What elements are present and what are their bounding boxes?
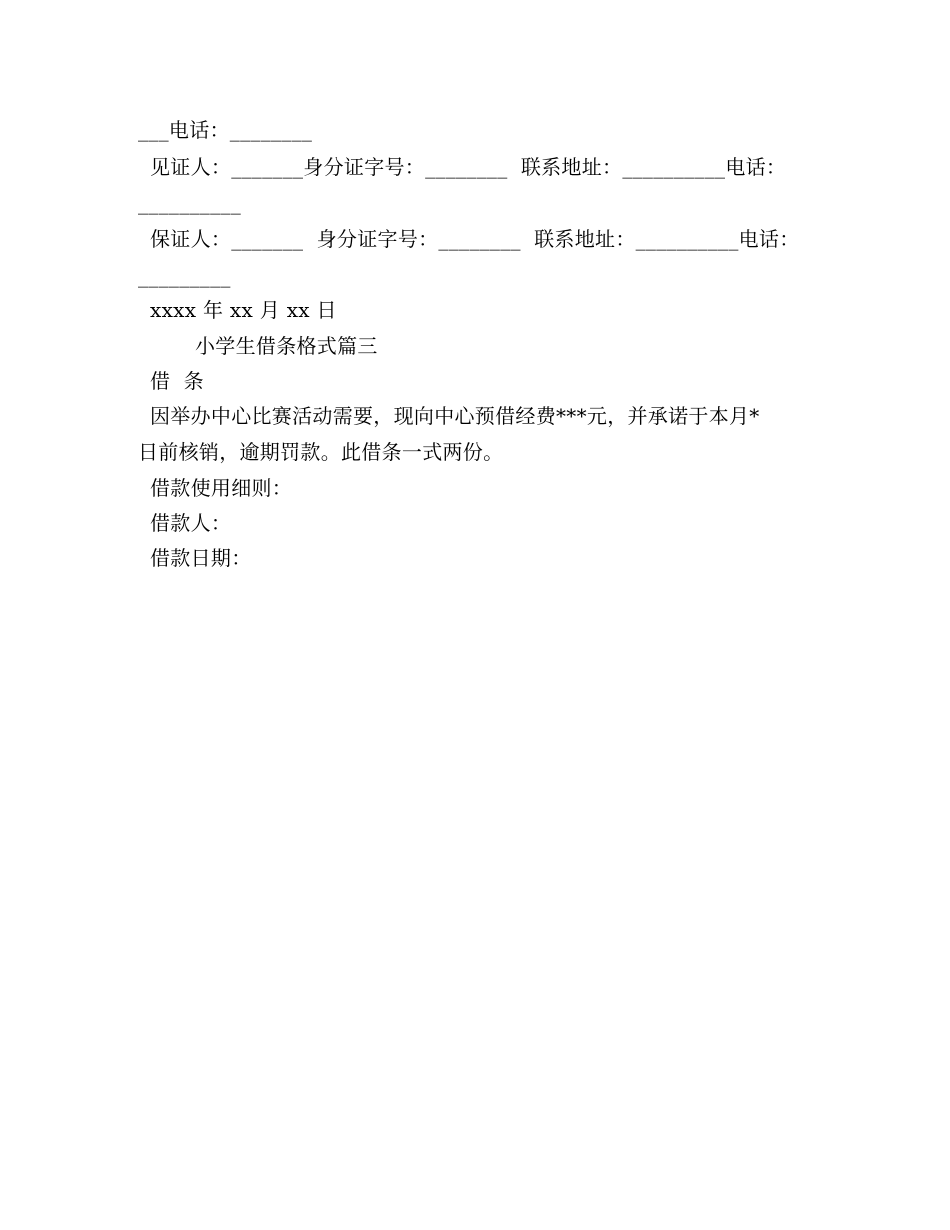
guarantor-phone-blank: _________: [138, 264, 231, 288]
witness-phone-blank: __________: [138, 191, 241, 215]
section-title: 小学生借条格式篇三: [195, 334, 378, 358]
borrow-date-label: 借款日期：: [150, 546, 252, 570]
iou-heading: 借 条: [150, 369, 204, 393]
witness-line: 见证人：_______身分证字号：________ 联系地址：__________电话：: [150, 155, 787, 179]
iou-body-line-2: 日前核销，逾期罚款。此借条一式两份。: [138, 440, 504, 464]
usage-rules-label: 借款使用细则：: [150, 476, 293, 500]
date-line: xxxx 年 xx 月 xx 日: [150, 298, 337, 322]
phone-line-continuation: ___电话：________: [138, 118, 313, 142]
guarantor-line: 保证人：_______ 身分证字号：________ 联系地址：__________电话：: [150, 227, 800, 251]
borrower-label: 借款人：: [150, 511, 232, 535]
iou-body-line-1: 因举办中心比赛活动需要，现向中心预借经费***元，并承诺于本月*: [150, 404, 760, 428]
